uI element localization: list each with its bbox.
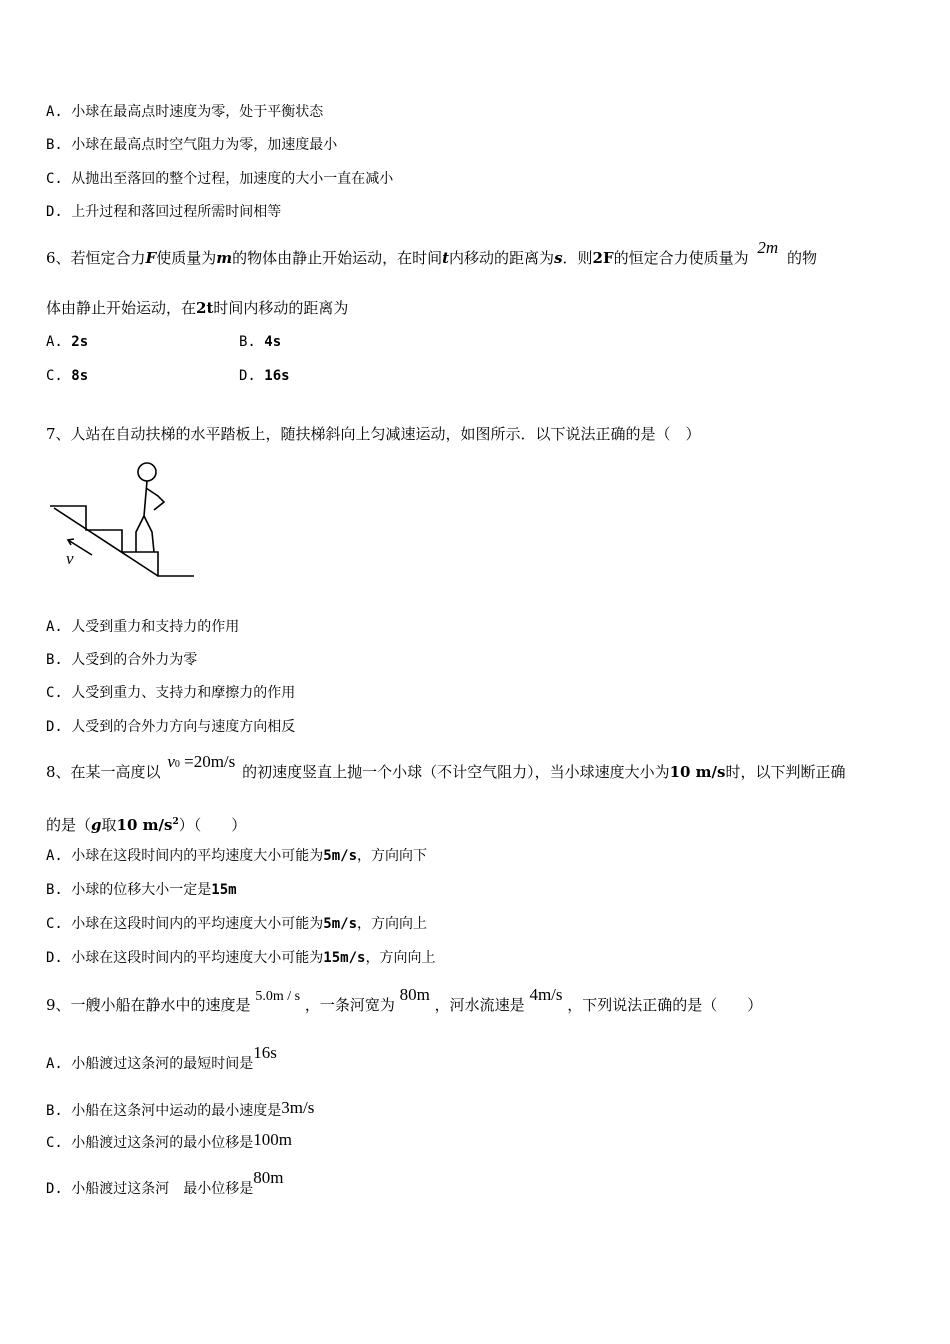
q7-stem: 7、人站在自动扶梯的水平踏板上，随扶梯斜向上匀减速运动，如图所示．以下说法正确的是（ ）	[46, 425, 701, 443]
person-leg-left	[136, 516, 144, 552]
velocity-label: v	[66, 549, 74, 568]
q9-stem: 9、一艘小船在静水中的速度是 5.0m / s ，一条河宽为 80m ，河水流速是 4m/s ，下列说法正确的是（ ）	[46, 985, 763, 1014]
q6-option-c: C. 8s	[46, 368, 89, 384]
q7-option-d: D. 人受到的合外力方向与速度方向相反	[46, 719, 296, 735]
q5-option-a: A. 小球在最高点时速度为零，处于平衡状态	[46, 104, 324, 120]
person-body	[144, 481, 147, 516]
q5-option-c: C. 从抛出至落回的整个过程，加速度的大小一直在减小	[46, 171, 394, 187]
q7-option-c: C. 人受到重力、支持力和摩擦力的作用	[46, 685, 296, 701]
q5-option-b: B. 小球在最高点时空气阻力为零，加速度最小	[46, 137, 338, 153]
q6-option-a: A. 2s	[46, 334, 89, 350]
q9-option-a: A. 小船渡过这条河的最短时间是16s	[46, 1043, 277, 1072]
q8-math-v0: v0 =20m/s	[167, 752, 236, 771]
q9-math-vwater: 4m/s	[529, 985, 563, 1004]
q8-option-c: C. 小球在这段时间内的平均速度大小可能为5m/s，方向向上	[46, 916, 428, 932]
person-leg-right	[144, 516, 154, 552]
q8-option-a: A. 小球在这段时间内的平均速度大小可能为5m/s，方向向下	[46, 848, 428, 864]
q9-option-d: D. 小船渡过这条河 最小位移是80m	[46, 1168, 284, 1197]
q8-option-b: B. 小球的位移大小一定是15m	[46, 882, 237, 898]
q8-option-d: D. 小球在这段时间内的平均速度大小可能为15m/s，方向向上	[46, 950, 436, 966]
q8-stem: 8、在某一高度以 v0 =20m/s 的初速度竖直上抛一个小球（不计空气阻力），当小球速度大小为10 m/s时，以下判断正确	[46, 752, 846, 781]
person-arm	[146, 488, 164, 510]
q9-math-width: 80m	[399, 985, 430, 1004]
q8-stem-line2: 的是（g取10 $m/s^2$）（ ）	[46, 816, 247, 834]
escalator-figure	[46, 458, 206, 583]
q6-stem: 6、若恒定合力F使质量为m的物体由静止开始运动，在时间t内移动的距离为s．则2F的恒定合力使质量为 2m 的物	[46, 238, 817, 267]
person-head	[138, 463, 156, 481]
q5-option-d: D. 上升过程和落回过程所需时间相等	[46, 204, 282, 220]
q6-option-d: D. 16s	[239, 368, 290, 384]
q9-option-b: B. 小船在这条河中运动的最小速度是3m/s	[46, 1098, 315, 1119]
q9-option-c: C. 小船渡过这条河的最小位移是100m	[46, 1130, 293, 1151]
q6-stem-line2: 体由静止开始运动，在2t时间内移动的距离为	[46, 299, 349, 317]
q7-option-b: B. 人受到的合外力为零	[46, 652, 198, 668]
q6-option-b: B. 4s	[239, 334, 282, 350]
q7-option-a: A. 人受到重力和支持力的作用	[46, 619, 240, 635]
q6-math-2m: 2m	[757, 238, 779, 257]
q9-math-vboat: 5.0m / s	[255, 989, 301, 1004]
